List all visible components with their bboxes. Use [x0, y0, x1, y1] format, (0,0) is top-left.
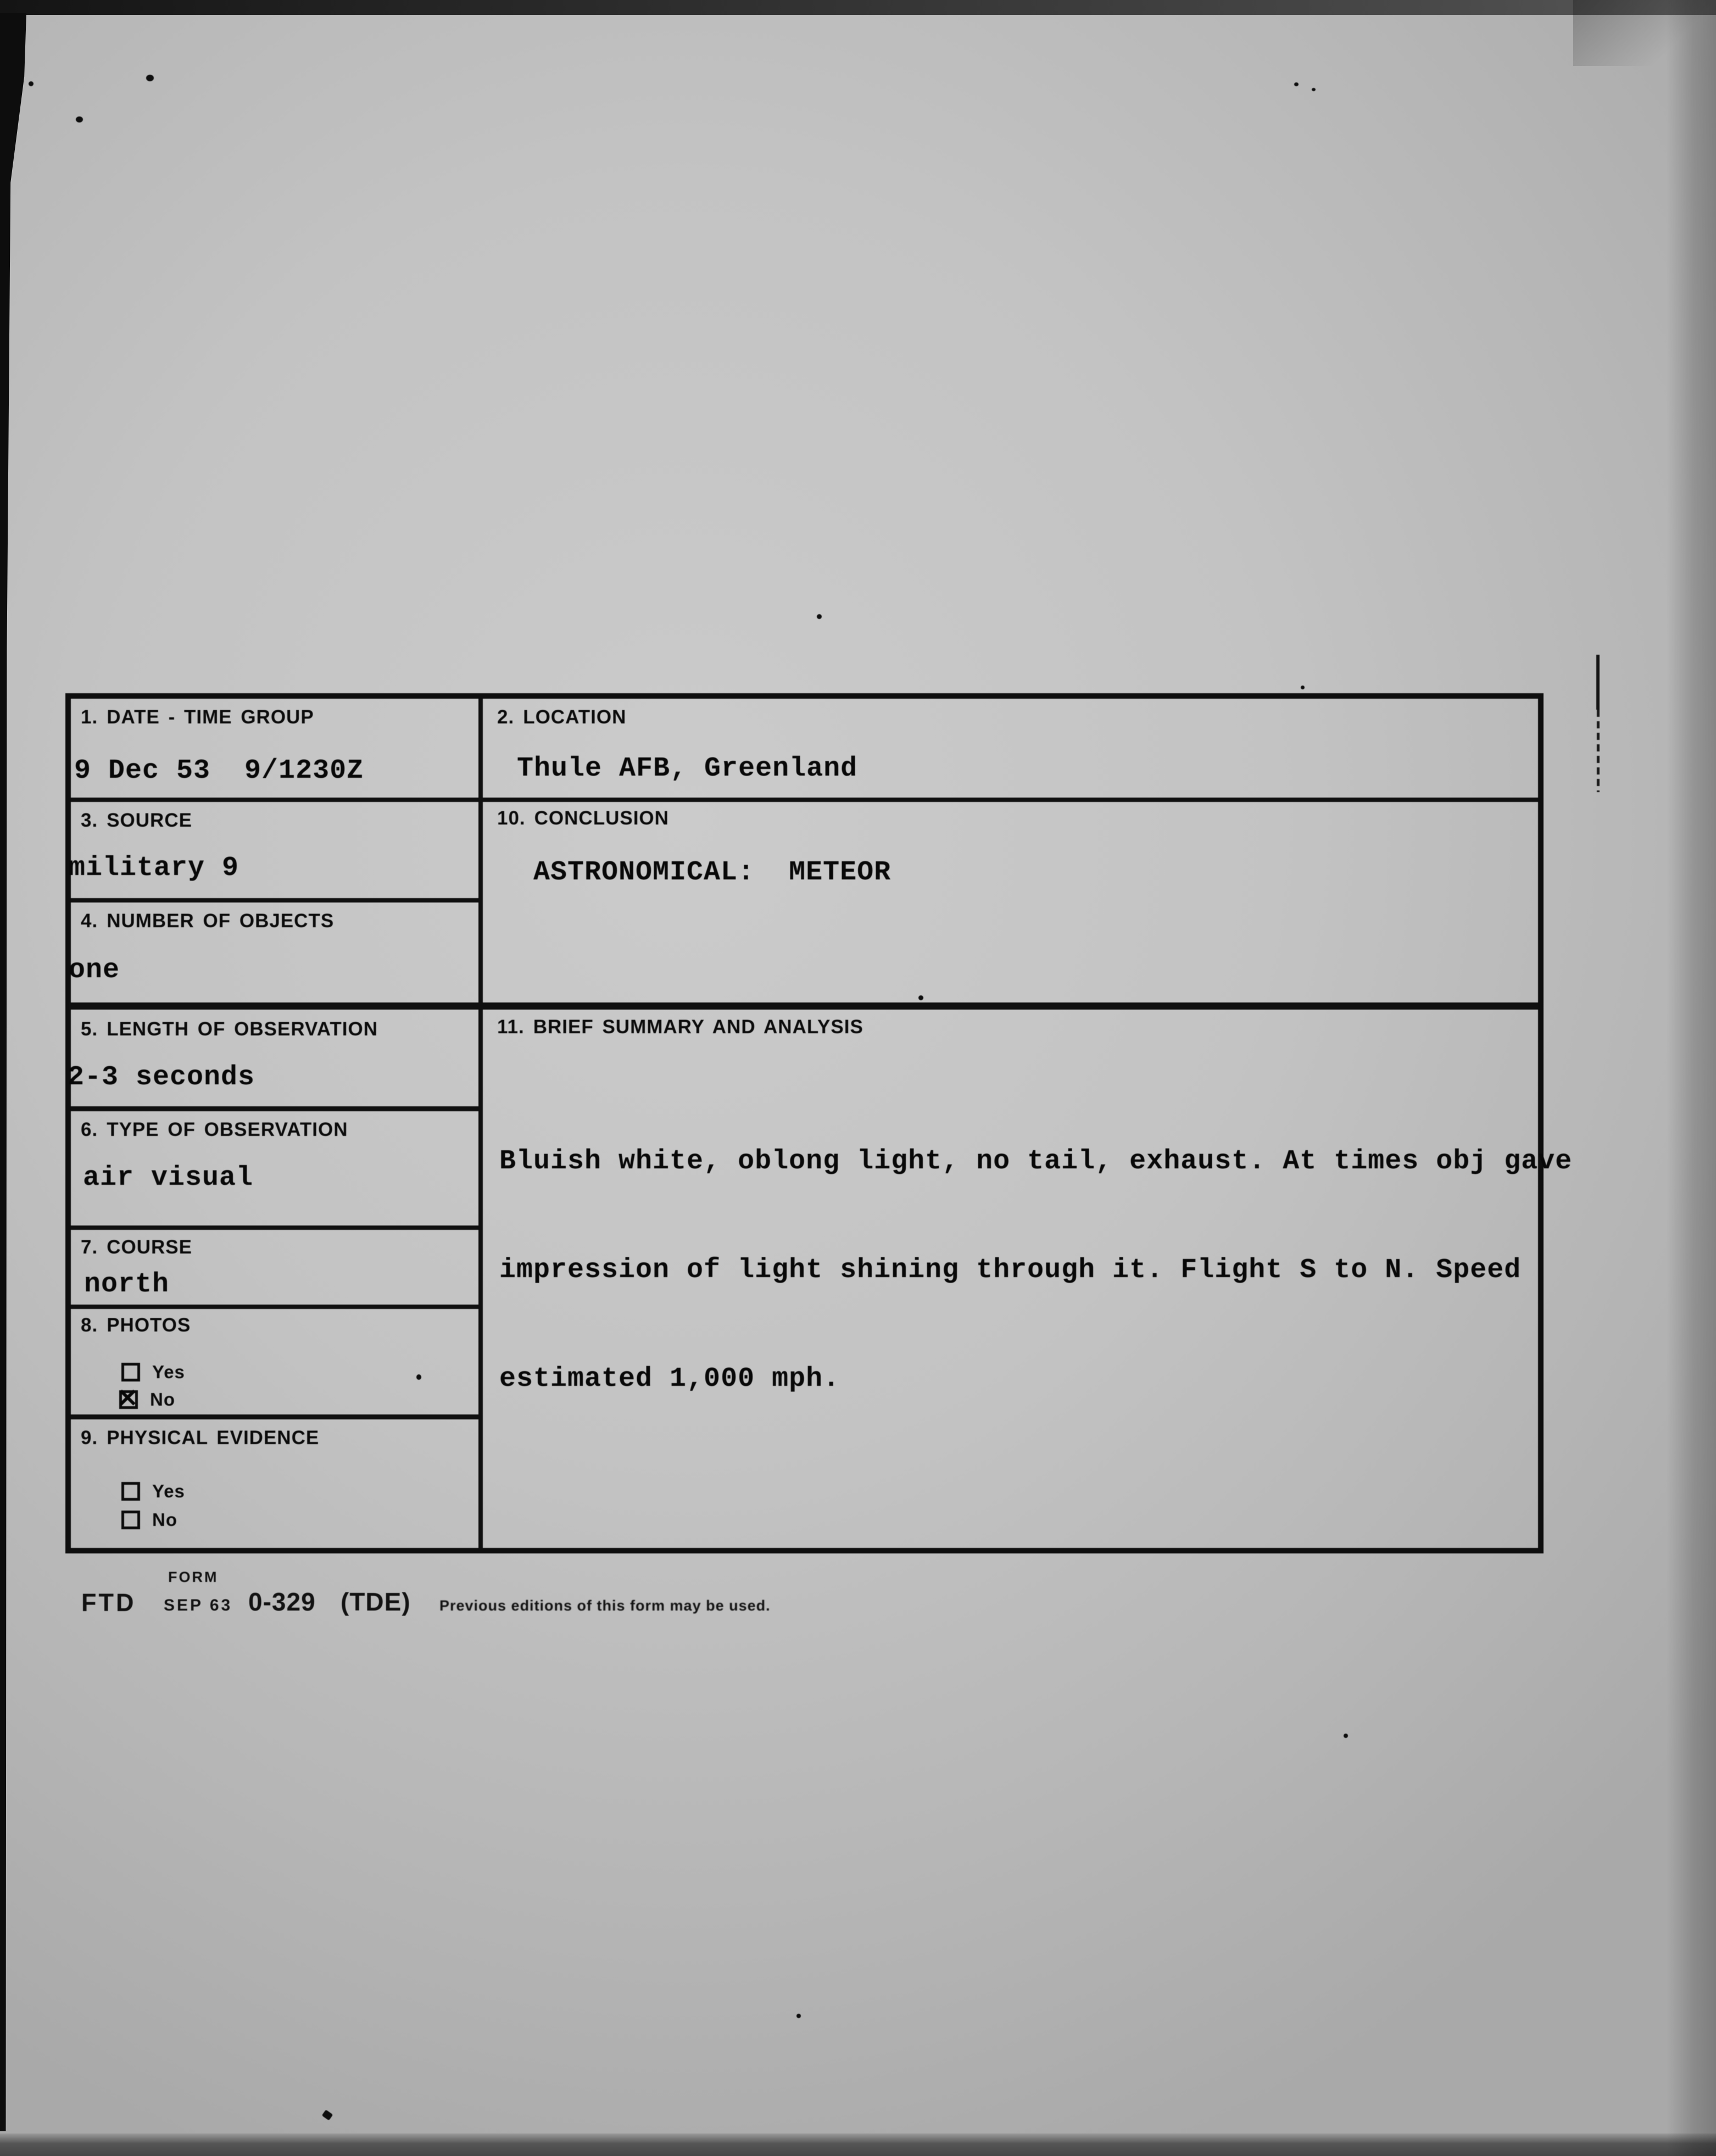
photos-no-checkbox	[119, 1390, 138, 1409]
field-length-of-observation	[68, 1010, 478, 1106]
field-title: CONCLUSION	[534, 807, 669, 829]
field-value: ASTRONOMICAL: METEOR	[533, 857, 892, 888]
field-value: 9 Dec 53 9/1230Z	[74, 755, 364, 787]
field-title: LENGTH OF OBSERVATION	[107, 1018, 378, 1040]
field-course	[71, 1230, 478, 1305]
footer-form-suffix: (TDE)	[341, 1587, 411, 1616]
field-label	[497, 1016, 863, 1038]
summary-line-2: impression of light shining through it. Flight S to N. Speed	[499, 1255, 1522, 1286]
stray-mark-line	[1596, 655, 1600, 710]
field-type-of-observation	[71, 1111, 478, 1225]
field-number: 1.	[81, 706, 98, 728]
footer-agency: FTD	[81, 1589, 136, 1617]
row-divider-3-thick	[69, 1002, 1538, 1010]
evidence-no-label: No	[152, 1509, 177, 1530]
row-divider-2	[71, 898, 478, 902]
row-divider-5	[71, 1225, 478, 1230]
field-label	[81, 1018, 378, 1040]
summary-line-1: Bluish white, oblong light, no tail, exhaust. At times obj gave	[499, 1146, 1573, 1177]
field-source	[71, 802, 478, 898]
row-divider-1	[71, 798, 1538, 802]
column-divider-line	[478, 699, 483, 1548]
photos-no-row	[119, 1389, 175, 1410]
row-divider-6	[71, 1305, 478, 1309]
field-label	[81, 706, 314, 728]
ink-speck	[1344, 1734, 1348, 1738]
stray-mark-line-dashed	[1597, 710, 1600, 792]
field-title: LOCATION	[523, 706, 627, 728]
ink-speck	[1294, 82, 1299, 86]
field-label	[497, 807, 669, 829]
field-number: 9.	[81, 1427, 98, 1449]
field-number: 7.	[81, 1236, 98, 1258]
field-title: TYPE OF OBSERVATION	[107, 1119, 348, 1140]
evidence-yes-checkbox	[121, 1482, 140, 1501]
photos-yes-row	[121, 1362, 185, 1383]
field-number: 8.	[81, 1314, 98, 1336]
field-value: one	[69, 955, 120, 986]
field-photos	[71, 1309, 478, 1414]
field-label	[81, 1236, 192, 1258]
summary-line-3: estimated 1,000 mph.	[499, 1363, 840, 1395]
footer-note: Previous editions of this form may be used.	[439, 1597, 771, 1614]
record-card-table	[65, 693, 1573, 1553]
field-number: 10.	[497, 807, 526, 829]
footer-form-word: FORM	[168, 1569, 219, 1585]
field-number: 2.	[497, 706, 515, 728]
ink-speck	[918, 995, 923, 1000]
ink-speck	[1312, 88, 1316, 91]
field-value: air visual	[83, 1162, 254, 1194]
field-label	[81, 810, 192, 832]
field-value: north	[84, 1269, 170, 1300]
field-label	[497, 706, 626, 728]
field-label	[81, 1314, 191, 1336]
footer-form-number: 0-329	[248, 1587, 316, 1616]
field-number: 11.	[497, 1016, 525, 1038]
ink-speck	[817, 614, 822, 619]
field-date-time-group	[71, 699, 478, 798]
field-title: BRIEF SUMMARY AND ANALYSIS	[533, 1016, 863, 1038]
ink-speck	[29, 81, 34, 86]
ink-speck	[146, 75, 154, 81]
photos-no-label: No	[150, 1389, 175, 1410]
ink-speck	[416, 1374, 421, 1380]
photos-yes-label: Yes	[152, 1362, 185, 1382]
field-value: military 9	[69, 853, 239, 884]
field-title: NUMBER OF OBJECTS	[107, 910, 335, 932]
field-title: PHOTOS	[107, 1314, 191, 1336]
evidence-yes-row	[121, 1481, 185, 1502]
ink-speck	[322, 2110, 333, 2121]
field-location	[483, 699, 1538, 798]
field-number: 4.	[81, 910, 98, 932]
photos-yes-checkbox	[121, 1363, 140, 1381]
field-title: PHYSICAL EVIDENCE	[107, 1427, 320, 1449]
ink-speck	[76, 116, 83, 122]
field-title: SOURCE	[107, 810, 192, 831]
field-label	[81, 1119, 348, 1141]
evidence-yes-label: Yes	[152, 1481, 185, 1501]
field-value	[499, 1071, 1572, 1470]
row-divider-4	[71, 1106, 478, 1111]
field-number: 6.	[81, 1119, 98, 1140]
field-physical-evidence	[71, 1419, 478, 1548]
field-number-of-objects	[71, 902, 478, 1002]
field-number: 5.	[81, 1018, 98, 1040]
field-number: 3.	[81, 810, 98, 831]
field-brief-summary	[483, 1010, 1573, 1548]
field-value: Thule AFB, Greenland	[517, 753, 858, 784]
field-label	[81, 1427, 319, 1449]
evidence-no-row	[121, 1509, 177, 1530]
ink-speck	[1301, 686, 1305, 689]
evidence-no-checkbox	[121, 1511, 140, 1529]
field-title: DATE - TIME GROUP	[107, 706, 314, 728]
field-title: COURSE	[107, 1236, 192, 1258]
field-value: 2-3 seconds	[68, 1062, 255, 1093]
field-label	[81, 910, 334, 932]
footer-form-date: SEP 63	[164, 1596, 233, 1614]
ink-speck	[796, 2014, 801, 2018]
field-conclusion	[483, 802, 1538, 1002]
row-divider-7	[71, 1414, 478, 1419]
